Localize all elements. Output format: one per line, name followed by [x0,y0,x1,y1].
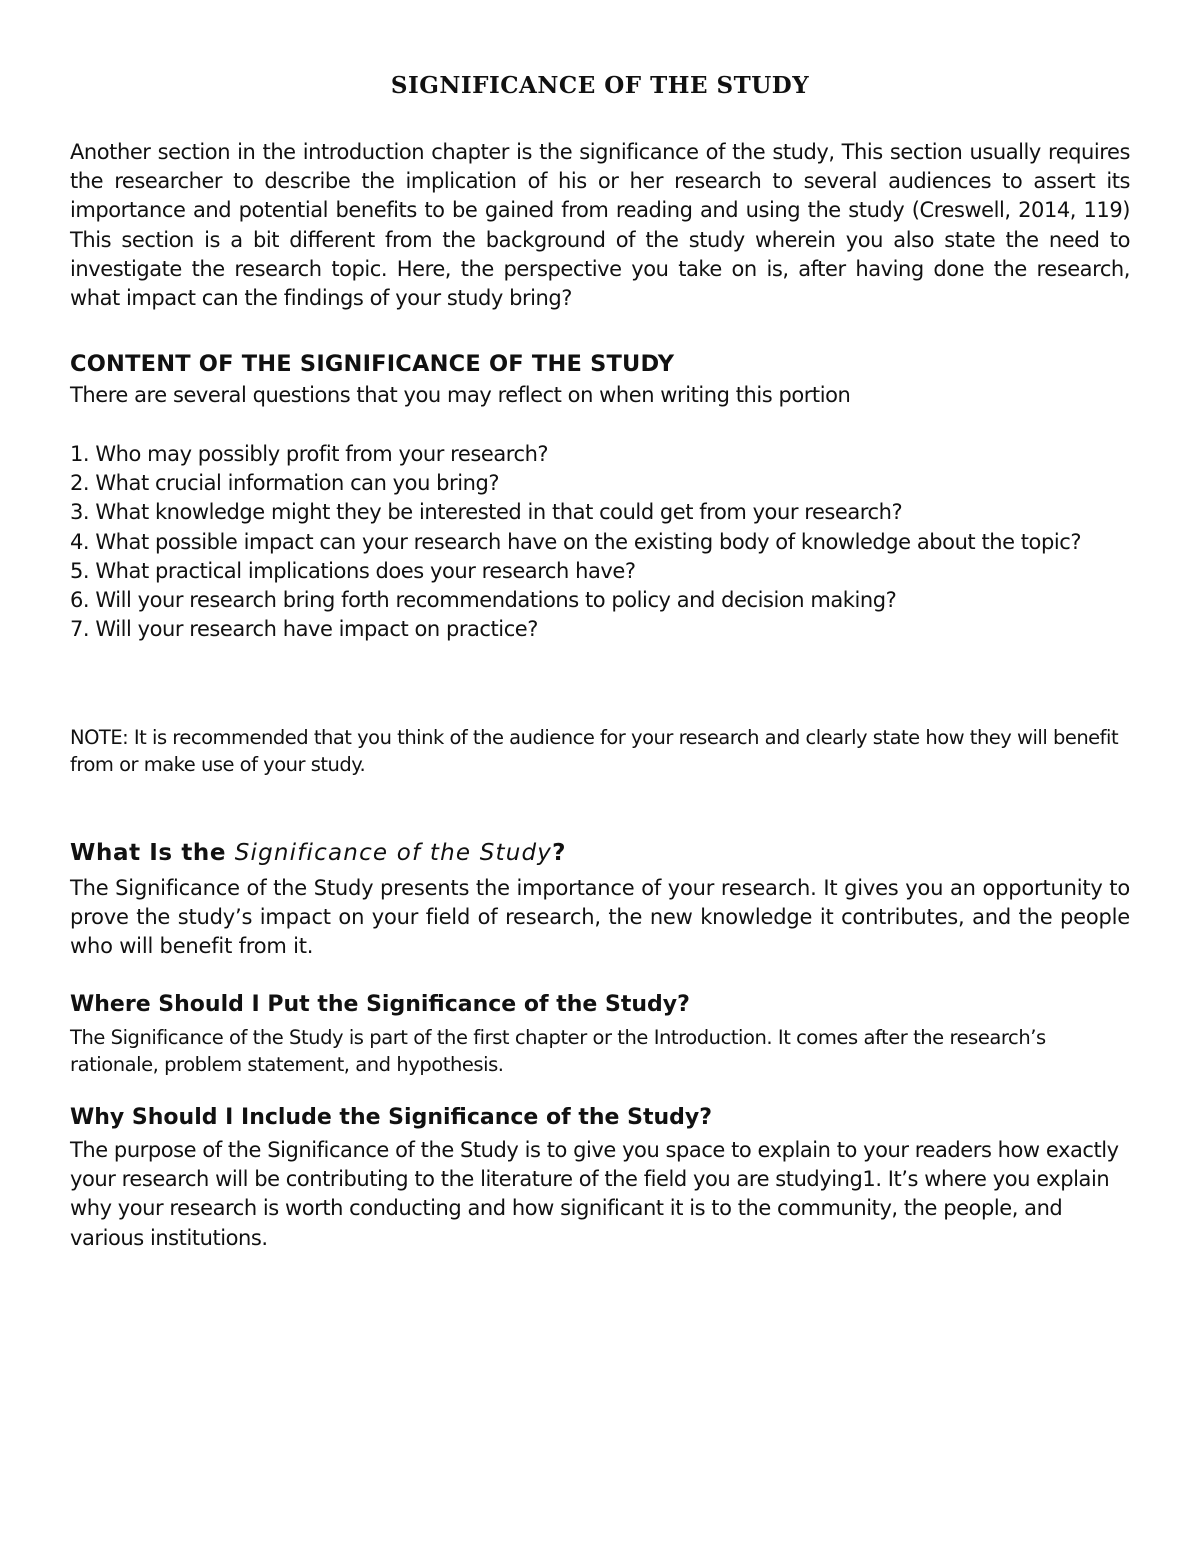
what-heading-suffix: ? [552,840,567,866]
question-item: 2. What crucial information can you bring? [70,471,500,496]
why-heading: Why Should I Include the Significance of the Study? [70,1105,712,1130]
page-title: SIGNIFICANCE OF THE STUDY [390,72,810,99]
where-heading: Where Should I Put the Significance of the Study? [70,992,690,1017]
question-list [70,440,1130,644]
question-item: 4. What possible impact can your research have on the existing body of knowledge about the topic? [70,529,1082,554]
what-body: The Significance of the Study presents the importance of your research. It gives you an opportunity to prove the study’s impact on your field of research, the new knowledge it contributes, and the people who will benefit from it. [70,876,1130,959]
document-page [70,0,1130,1553]
content-lead-text: There are several questions that you may reflect on when writing this portion [70,383,851,407]
question-item: 3. What knowledge might they be interested in that could get from your research? [70,500,903,525]
question-item: 7. Will your research have impact on practice? [70,617,538,642]
why-body: The purpose of the Significance of the Study is to give you space to explain to your readers how exactly your research will be contributing to the literature of the field you are studying1. It’s where you explain why your research is worth conducting and how significant it is to the community, the people, and various institutions. [70,1138,1119,1250]
question-item: 5. What practical implications does your research have? [70,558,636,583]
what-heading-italic: Significance of the Study [234,840,553,866]
content-heading: CONTENT OF THE SIGNIFICANCE OF THE STUDY [70,351,675,377]
intro-paragraph: Another section in the introduction chapter is the significance of the study, This section usually requires the researcher to describe the implication of his or her research to several audiences to assert its importance and potential benefits to be gained from reading and using the study (Creswell, 2014, 119) This section is a bit different from the background of the study wherein you also state the need to investigate the research topic. Here, the perspective you take on is, after having done the research, what impact can the findings of your study bring? [70,140,1130,311]
what-heading-prefix: What Is the [70,840,235,866]
where-body: The Significance of the Study is part of the first chapter or the Introduction. It comes after the research’s rationale, problem statement, and hypothesis. [70,1026,1046,1076]
what-heading [70,840,566,866]
question-item: 6. Will your research bring forth recommendations to policy and decision making? [70,588,897,613]
question-item: 1. Who may possibly profit from your research? [70,442,549,466]
note-paragraph: NOTE: It is recommended that you think of the audience for your research and clearly state how they will benefit from or make use of your study. [70,726,1119,776]
